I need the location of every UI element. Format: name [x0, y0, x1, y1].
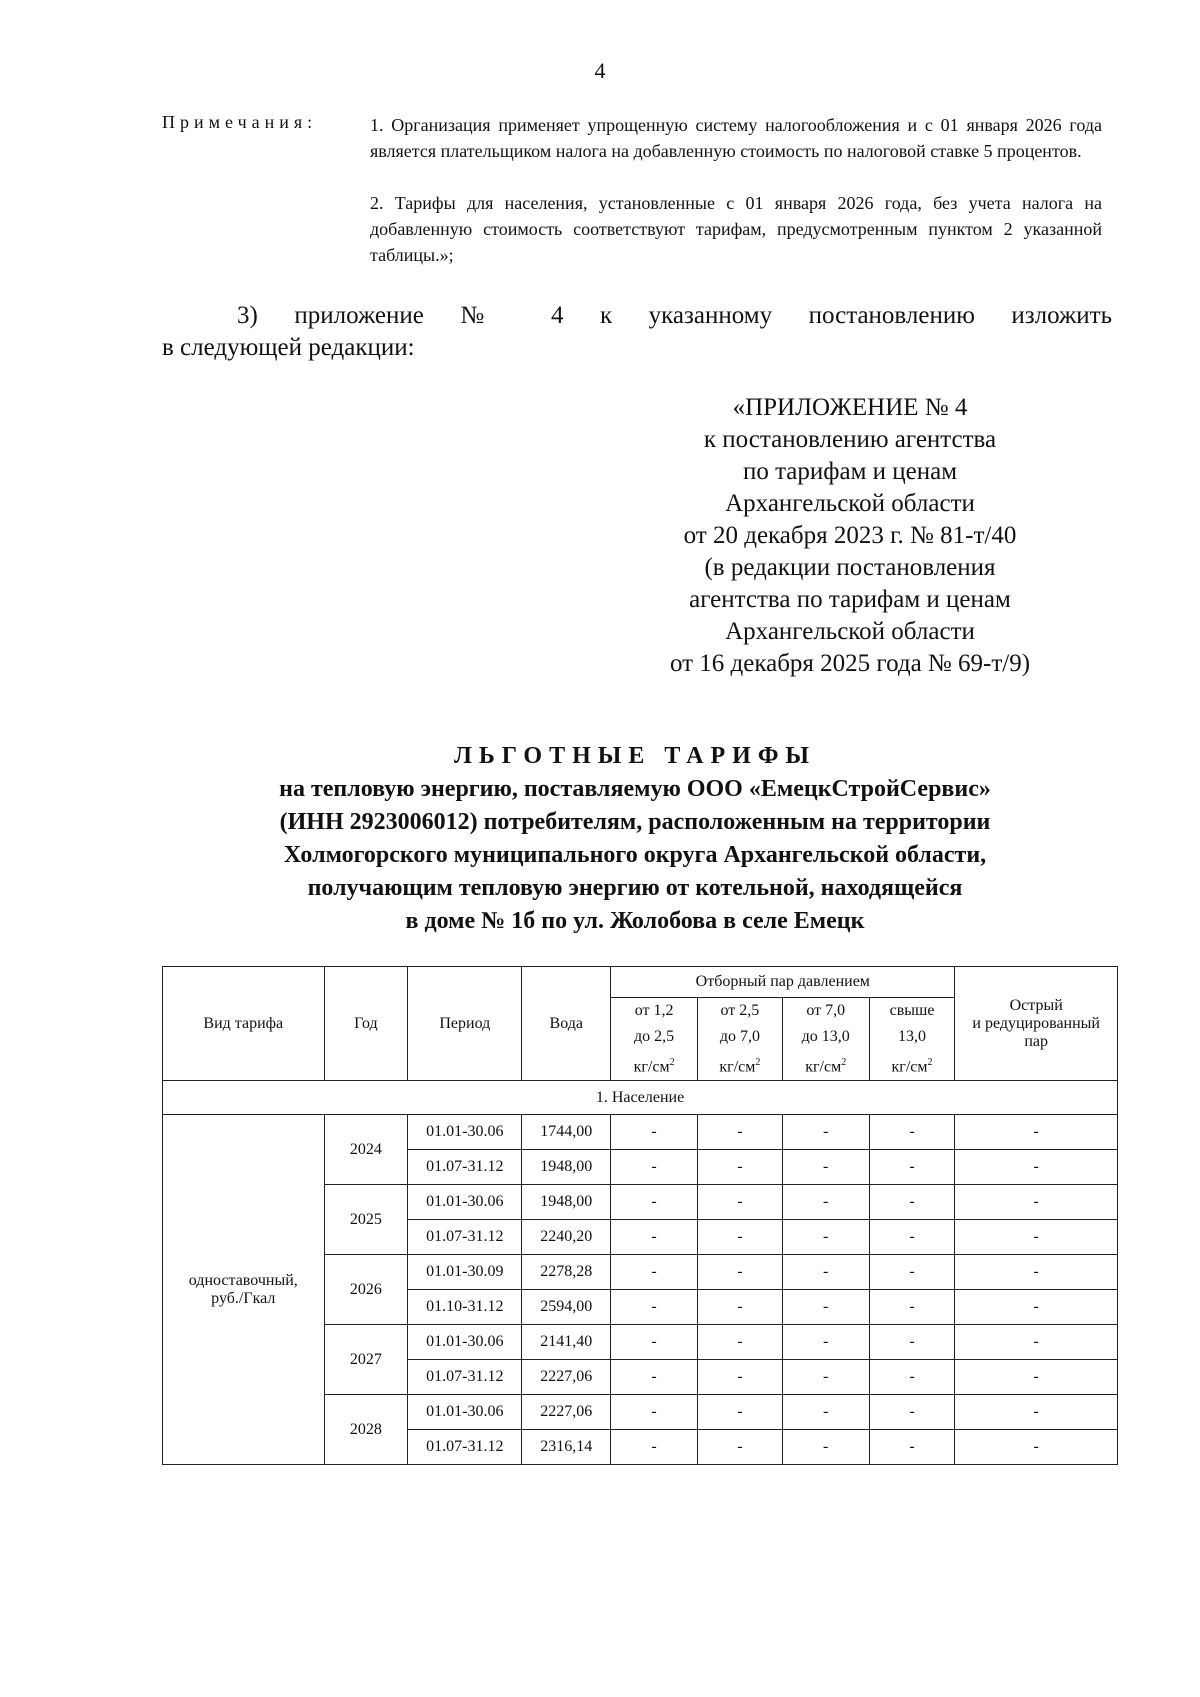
- dash-cell: -: [869, 1185, 955, 1220]
- period-cell: 01.07-31.12: [408, 1220, 522, 1255]
- header-voda: Вода: [522, 967, 611, 1081]
- tariff-type-line: руб./Гкал: [211, 1289, 276, 1307]
- item-3-paragraph: [162, 300, 1112, 364]
- appendix-line: агентства по тарифам и ценам: [689, 586, 1011, 613]
- item-3-line-1: 3) приложение № 4 к указанному постановлению изложить: [237, 302, 1112, 329]
- tariff-table: [162, 966, 1118, 1465]
- appendix-header: [600, 392, 1100, 680]
- dash-cell: -: [955, 1220, 1118, 1255]
- item-3-line-2: в следующей редакции:: [162, 334, 415, 361]
- voda-cell: 2594,00: [522, 1290, 611, 1325]
- steam-3-unit: [785, 1050, 867, 1080]
- appendix-line: к постановлению агентства: [703, 426, 997, 453]
- unit-sup: 2: [841, 1057, 847, 1068]
- dash-cell: -: [611, 1150, 698, 1185]
- period-cell: 01.01-30.06: [408, 1325, 522, 1360]
- appendix-line: «ПРИЛОЖЕНИЕ № 4: [732, 394, 968, 421]
- tariff-type-line: одноставочный,: [188, 1271, 298, 1289]
- steam-3-line: от 7,0: [806, 1002, 846, 1019]
- dash-cell: -: [955, 1115, 1118, 1150]
- header-god: Год: [324, 967, 408, 1081]
- unit-sup: 2: [927, 1057, 933, 1068]
- voda-cell: 2278,28: [522, 1255, 611, 1290]
- header-steam-group: Отборный пар давлением: [611, 967, 955, 998]
- unit-sup: 2: [755, 1057, 761, 1068]
- dash-cell: -: [698, 1395, 783, 1430]
- dash-cell: -: [782, 1430, 869, 1465]
- header-steam-4: [869, 998, 955, 1081]
- note-1: 1. Организация применяет упрощенную систему налогообложения и с 01 января 2026 года является плательщиком налога на добавленную стоимость по налоговой ставке 5 процентов.: [370, 115, 1102, 161]
- voda-cell: 2227,06: [522, 1360, 611, 1395]
- dash-cell: -: [698, 1430, 783, 1465]
- voda-cell: 2240,20: [522, 1220, 611, 1255]
- voda-cell: 1744,00: [522, 1115, 611, 1150]
- year-cell: 2028: [324, 1395, 408, 1465]
- voda-cell: 2316,14: [522, 1430, 611, 1465]
- unit-text: кг/см: [891, 1058, 928, 1076]
- dash-cell: -: [698, 1255, 783, 1290]
- unit-text: кг/см: [719, 1058, 756, 1076]
- dash-cell: -: [698, 1290, 783, 1325]
- year-cell: 2027: [324, 1325, 408, 1395]
- header-ostry-line: пар: [1024, 1032, 1049, 1050]
- dash-cell: -: [955, 1185, 1118, 1220]
- period-cell: 01.01-30.06: [408, 1395, 522, 1430]
- period-cell: 01.01-30.09: [408, 1255, 522, 1290]
- dash-cell: -: [869, 1395, 955, 1430]
- dash-cell: -: [869, 1290, 955, 1325]
- title-line: на тепловую энергию, поставляемую ООО «ЕмецкСтройСервис»: [279, 776, 991, 802]
- steam-1-line: до 2,5: [634, 1028, 675, 1045]
- table-row: [163, 1115, 1118, 1150]
- appendix-line: (в редакции постановления: [704, 554, 996, 581]
- steam-2-line: до 7,0: [719, 1028, 760, 1045]
- tariff-type-cell: [163, 1115, 325, 1465]
- voda-cell: 2141,40: [522, 1325, 611, 1360]
- period-cell: 01.07-31.12: [408, 1360, 522, 1395]
- unit-sup: 2: [669, 1057, 675, 1068]
- dash-cell: -: [782, 1325, 869, 1360]
- steam-3-line: до 13,0: [801, 1028, 850, 1045]
- note-2: 2. Тарифы для населения, установленные с 01 января 2026 года, без учета налога на добавленную стоимость соответствуют тарифам, предусмотренным пунктом 2 указанной таблицы.»;: [370, 193, 1102, 265]
- dash-cell: -: [698, 1185, 783, 1220]
- period-cell: 01.10-31.12: [408, 1290, 522, 1325]
- dash-cell: -: [955, 1325, 1118, 1360]
- unit-text: кг/см: [633, 1058, 670, 1076]
- steam-4-unit: [872, 1050, 953, 1080]
- year-cell: 2026: [324, 1255, 408, 1325]
- unit-text: кг/см: [805, 1058, 842, 1076]
- section-row: 1. Население: [163, 1081, 1118, 1115]
- dash-cell: -: [955, 1430, 1118, 1465]
- header-ostry-line: и редуцированный: [972, 1014, 1100, 1032]
- steam-2-line: от 2,5: [720, 1002, 760, 1019]
- voda-cell: 1948,00: [522, 1150, 611, 1185]
- dash-cell: -: [955, 1360, 1118, 1395]
- page-number: 4: [594, 58, 606, 83]
- notes-label: Примечания:: [162, 112, 318, 132]
- title-line: (ИНН 2923006012) потребителям, расположенным на территории: [279, 809, 991, 835]
- steam-1-unit: [613, 1050, 695, 1080]
- header-vid: Вид тарифа: [163, 967, 325, 1081]
- dash-cell: -: [955, 1290, 1118, 1325]
- header-period: Период: [408, 967, 522, 1081]
- header-ostry-line: Острый: [1009, 996, 1063, 1014]
- steam-4-line: свыше: [889, 1002, 935, 1019]
- voda-cell: 1948,00: [522, 1185, 611, 1220]
- period-cell: 01.01-30.06: [408, 1185, 522, 1220]
- title-main: ЛЬГОТНЫЕ ТАРИФЫ: [454, 743, 816, 769]
- dash-cell: -: [611, 1430, 698, 1465]
- steam-1-line: от 1,2: [634, 1002, 674, 1019]
- header-steam-2: [698, 998, 783, 1081]
- dash-cell: -: [611, 1220, 698, 1255]
- dash-cell: -: [782, 1220, 869, 1255]
- dash-cell: -: [611, 1290, 698, 1325]
- dash-cell: -: [869, 1360, 955, 1395]
- document-title: [160, 740, 1110, 938]
- dash-cell: -: [698, 1360, 783, 1395]
- dash-cell: -: [955, 1395, 1118, 1430]
- dash-cell: -: [869, 1325, 955, 1360]
- dash-cell: -: [698, 1220, 783, 1255]
- dash-cell: -: [869, 1220, 955, 1255]
- dash-cell: -: [782, 1255, 869, 1290]
- period-cell: 01.07-31.12: [408, 1430, 522, 1465]
- period-cell: 01.01-30.06: [408, 1115, 522, 1150]
- appendix-line: Архангельской области: [725, 490, 975, 517]
- dash-cell: -: [698, 1325, 783, 1360]
- steam-2-unit: [700, 1050, 780, 1080]
- dash-cell: -: [869, 1255, 955, 1290]
- dash-cell: -: [869, 1430, 955, 1465]
- dash-cell: -: [782, 1395, 869, 1430]
- dash-cell: -: [782, 1360, 869, 1395]
- appendix-line: от 16 декабря 2025 года № 69-т/9): [669, 650, 1031, 677]
- dash-cell: -: [782, 1115, 869, 1150]
- dash-cell: -: [611, 1395, 698, 1430]
- dash-cell: -: [955, 1255, 1118, 1290]
- appendix-line: по тарифам и ценам: [742, 458, 958, 485]
- dash-cell: -: [698, 1150, 783, 1185]
- dash-cell: -: [782, 1290, 869, 1325]
- period-cell: 01.07-31.12: [408, 1150, 522, 1185]
- dash-cell: -: [869, 1115, 955, 1150]
- dash-cell: -: [611, 1185, 698, 1220]
- header-steam-1: [611, 998, 698, 1081]
- dash-cell: -: [869, 1150, 955, 1185]
- title-line: получающим тепловую энергию от котельной, находящейся: [307, 875, 963, 901]
- header-steam-3: [782, 998, 869, 1081]
- dash-cell: -: [611, 1115, 698, 1150]
- steam-4-line: 13,0: [898, 1028, 926, 1045]
- dash-cell: -: [955, 1150, 1118, 1185]
- voda-cell: 2227,06: [522, 1395, 611, 1430]
- dash-cell: -: [782, 1150, 869, 1185]
- year-cell: 2025: [324, 1185, 408, 1255]
- dash-cell: -: [611, 1360, 698, 1395]
- header-ostry: [955, 967, 1118, 1081]
- appendix-line: Архангельской области: [725, 618, 975, 645]
- year-cell: 2024: [324, 1115, 408, 1185]
- appendix-line: от 20 декабря 2023 г. № 81-т/40: [683, 522, 1017, 549]
- dash-cell: -: [611, 1325, 698, 1360]
- dash-cell: -: [782, 1185, 869, 1220]
- title-line: в доме № 1б по ул. Жолобова в селе Емецк: [405, 908, 865, 934]
- title-line: Холмогорского муниципального округа Архангельской области,: [283, 842, 987, 868]
- dash-cell: -: [698, 1115, 783, 1150]
- dash-cell: -: [611, 1255, 698, 1290]
